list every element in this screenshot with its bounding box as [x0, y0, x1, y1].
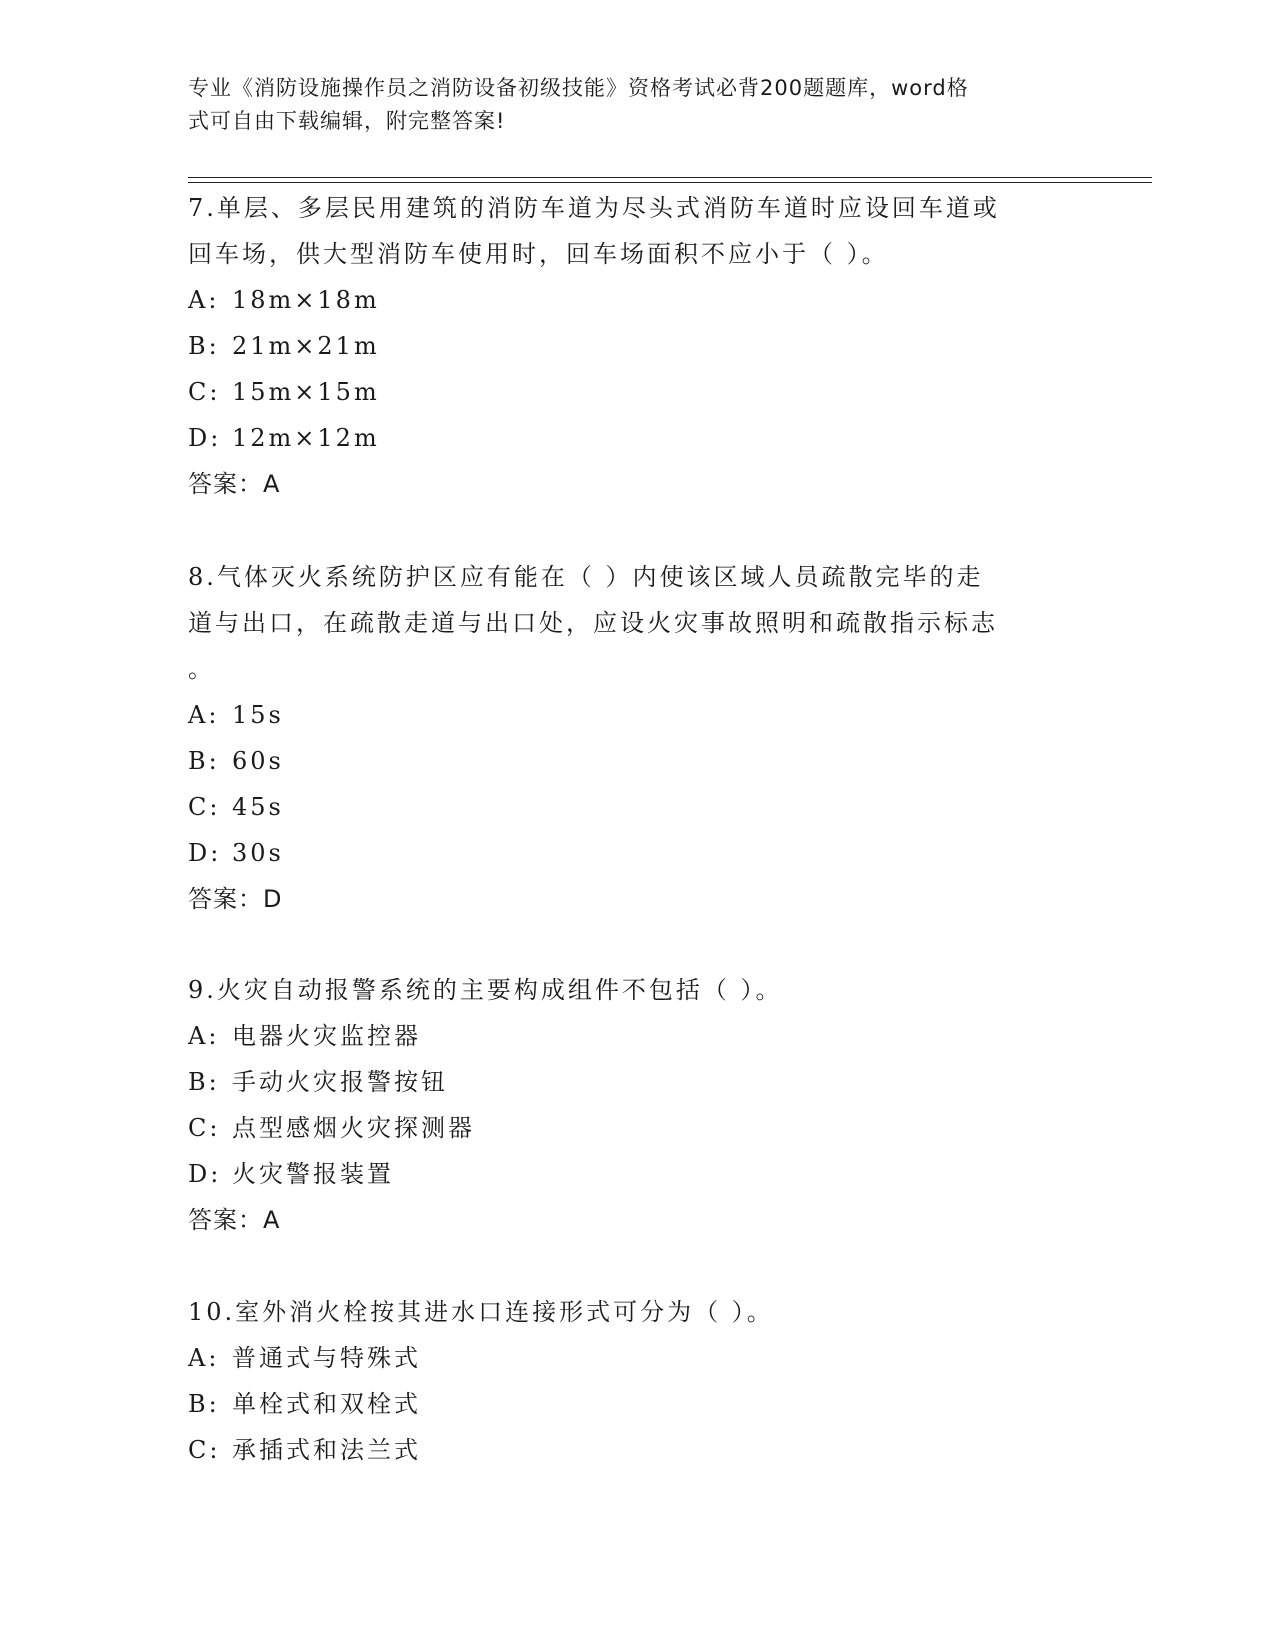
option-c: [188, 1105, 1068, 1151]
option-key: A:: [188, 1022, 220, 1050]
option-text: 18m×18m: [232, 286, 380, 314]
option-key: C:: [188, 793, 221, 821]
option-text: 点型感烟火灾探测器: [232, 1114, 475, 1142]
document-header: [188, 72, 1068, 138]
header-divider-bottom: [188, 182, 1152, 183]
answer-line: 答案：D: [188, 885, 283, 913]
answer-line: 答案：A: [188, 1206, 281, 1234]
option-text: 12m×12m: [232, 424, 380, 452]
option-text: 60s: [232, 747, 284, 775]
option-key: B:: [188, 332, 220, 360]
option-a: [188, 692, 1068, 738]
question-text-line: 7.单层、多层民用建筑的消防车道为尽头式消防车道时应设回车道或: [188, 194, 1000, 222]
option-b: [188, 738, 1068, 784]
option-key: C:: [188, 378, 221, 406]
answer-line: 答案：A: [188, 470, 281, 498]
option-c: [188, 1427, 1068, 1473]
option-d: [188, 830, 1068, 876]
question-text-line: 9.火灾自动报警系统的主要构成组件不包括（ ）。: [188, 976, 783, 1004]
option-text: 火灾警报装置: [232, 1160, 394, 1188]
option-key: D:: [188, 1160, 222, 1188]
question-9: [188, 967, 1068, 1243]
option-text: 单栓式和双栓式: [232, 1390, 421, 1418]
option-key: C:: [188, 1436, 221, 1464]
option-key: B:: [188, 1068, 220, 1096]
option-c: [188, 369, 1068, 415]
option-a: [188, 1335, 1068, 1381]
option-c: [188, 784, 1068, 830]
option-a: [188, 1013, 1068, 1059]
option-text: 45s: [232, 793, 284, 821]
option-text: 15m×15m: [232, 378, 380, 406]
header-line-1: 专业《消防设施操作员之消防设备初级技能》资格考试必背200题题库，word格: [188, 76, 969, 100]
option-key: D:: [188, 839, 222, 867]
option-text: 承插式和法兰式: [232, 1436, 421, 1464]
option-text: 普通式与特殊式: [232, 1344, 421, 1372]
header-divider-top: [188, 177, 1152, 178]
option-key: B:: [188, 1390, 220, 1418]
question-text-line: 。: [188, 655, 215, 683]
option-text: 电器火灾监控器: [232, 1022, 421, 1050]
option-d: [188, 1151, 1068, 1197]
option-key: A:: [188, 701, 220, 729]
option-key: A:: [188, 1344, 220, 1372]
question-text-line: 8.气体灭火系统防护区应有能在（ ）内使该区域人员疏散完毕的走: [188, 563, 984, 591]
option-text: 30s: [232, 839, 284, 867]
question-text-line: 回车场，供大型消防车使用时，回车场面积不应小于（ ）。: [188, 240, 889, 268]
option-b: [188, 323, 1068, 369]
option-key: B:: [188, 747, 220, 775]
option-b: [188, 1381, 1068, 1427]
option-text: 15s: [232, 701, 284, 729]
question-7: [188, 185, 1068, 507]
option-key: D:: [188, 424, 222, 452]
question-text-line: 道与出口，在疏散走道与出口处，应设火灾事故照明和疏散指示标志: [188, 609, 998, 637]
question-text-line: 10.室外消火栓按其进水口连接形式可分为（ ）。: [188, 1298, 774, 1326]
option-b: [188, 1059, 1068, 1105]
option-text: 手动火灾报警按钮: [232, 1068, 448, 1096]
option-text: 21m×21m: [232, 332, 380, 360]
option-key: A:: [188, 286, 220, 314]
option-d: [188, 415, 1068, 461]
header-line-2: 式可自由下载编辑，附完整答案!: [188, 109, 506, 133]
question-10: [188, 1289, 1068, 1473]
question-8: [188, 554, 1068, 922]
option-a: [188, 277, 1068, 323]
option-key: C:: [188, 1114, 221, 1142]
